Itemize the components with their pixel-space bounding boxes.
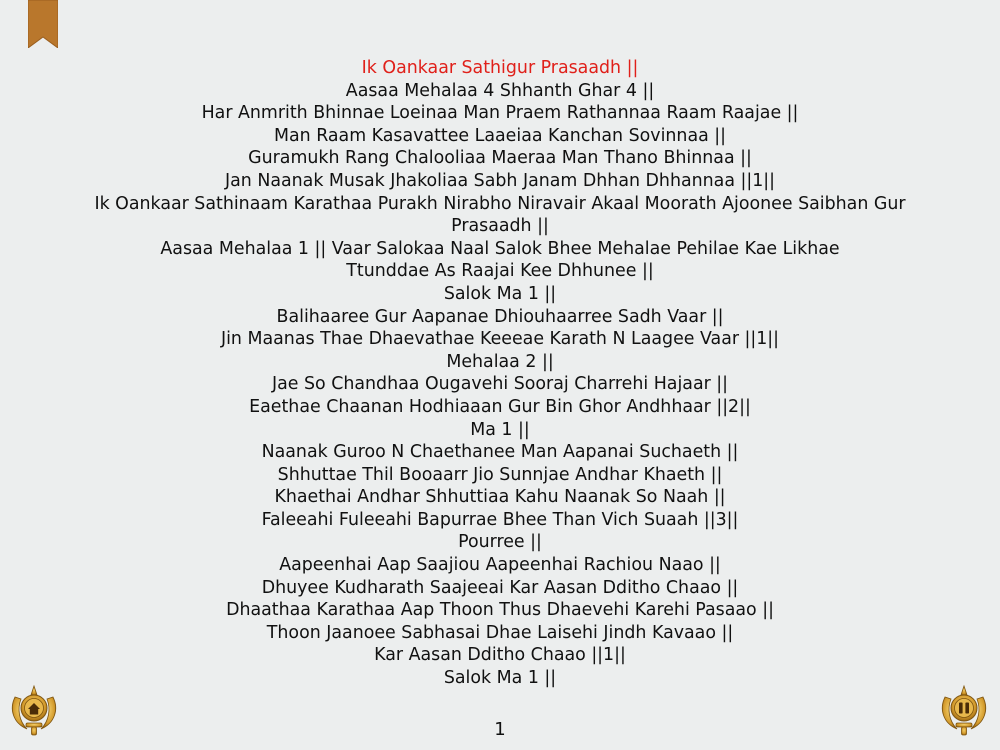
text-line: Ik Oankaar Sathinaam Karathaa Purakh Nirabho Niravair Akaal Moorath Ajoonee Saibhan Gur xyxy=(94,193,906,214)
text-line: Man Raam Kasavattee Laaeiaa Kanchan Sovinnaa || xyxy=(273,125,727,146)
text-line: Aapeenhai Aap Saajiou Aapeenhai Rachiou Naao || xyxy=(279,555,721,576)
text-line: Jan Naanak Musak Jhakoliaa Sabh Janam Dhhan Dhhannaa ||1|| xyxy=(224,170,776,191)
page-number: 1 xyxy=(494,719,506,740)
bookmark-button[interactable] xyxy=(28,0,58,48)
khanda-home-icon xyxy=(7,683,61,737)
text-line: Salok Ma 1 || xyxy=(443,668,557,689)
text-line: Faleeahi Fuleeahi Bapurrae Bhee Than Vich Suaah ||3|| xyxy=(261,509,739,530)
text-line: Jae So Chandhaa Ougavehi Sooraj Charrehi Hajaar || xyxy=(271,374,729,395)
text-line: Dhaathaa Karathaa Aap Thoon Thus Dhaevehi Karehi Pasaao || xyxy=(226,600,774,621)
text-line: Salok Ma 1 || xyxy=(443,283,557,304)
text-line: Balihaaree Gur Aapanae Dhiouhaarree Sadh Vaar || xyxy=(276,306,724,327)
text-line: Ma 1 || xyxy=(470,419,530,440)
text-line: Eaethae Chaanan Hodhiaaan Gur Bin Ghor Andhhaar ||2|| xyxy=(249,396,751,417)
text-line: Har Anmrith Bhinnae Loeinaa Man Praem Rathannaa Raam Raajae || xyxy=(201,103,799,124)
text-line: Khaethai Andhar Shhuttiaa Kahu Naanak So Naah || xyxy=(274,487,726,508)
bookmark-icon xyxy=(28,0,58,48)
pause-button[interactable] xyxy=(937,683,991,737)
text-line: Mehalaa 2 || xyxy=(446,351,554,372)
home-button[interactable] xyxy=(7,683,61,737)
text-line: Prasaadh || xyxy=(451,216,549,237)
text-line: Aasaa Mehalaa 4 Shhanth Ghar 4 || xyxy=(345,80,655,101)
text-line: Thoon Jaanoee Sabhasai Dhae Laisehi Jindh Kavaao || xyxy=(266,622,734,643)
text-line: Jin Maanas Thae Dhaevathae Keeeae Karath N Laagee Vaar ||1|| xyxy=(220,329,780,350)
khanda-pause-icon xyxy=(937,683,991,737)
scripture-text xyxy=(0,57,1000,690)
text-line: Aasaa Mehalaa 1 || Vaar Salokaa Naal Salok Bhee Mehalae Pehilae Kae Likhae xyxy=(160,238,840,259)
text-line: Guramukh Rang Chalooliaa Maeraa Man Thano Bhinnaa || xyxy=(248,148,752,169)
title-line: Ik Oankaar Sathigur Prasaadh || xyxy=(361,58,639,78)
text-line: Kar Aasan Dditho Chaao ||1|| xyxy=(374,645,626,666)
text-line: Pourree || xyxy=(458,532,542,553)
text-line: Ttunddae As Raajai Kee Dhhunee || xyxy=(346,261,654,282)
text-line: Naanak Guroo N Chaethanee Man Aapanai Suchaeth || xyxy=(261,442,739,463)
text-line: Dhuyee Kudharath Saajeeai Kar Aasan Dditho Chaao || xyxy=(261,577,739,598)
text-line: Shhuttae Thil Booaarr Jio Sunnjae Andhar Khaeth || xyxy=(277,464,723,485)
